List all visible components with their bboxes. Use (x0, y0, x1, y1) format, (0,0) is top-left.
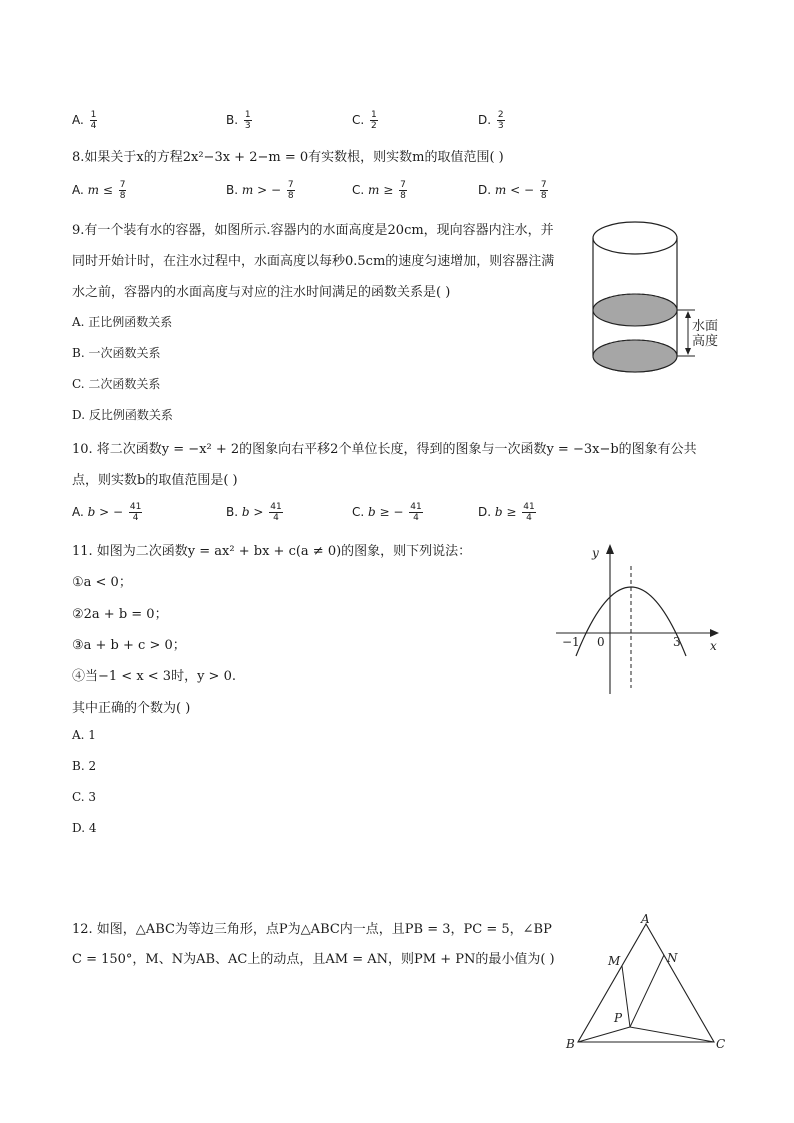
point-n-label: N (667, 951, 678, 965)
q9-option-a[interactable]: A. 正比例函数关系 (72, 315, 173, 329)
q11-stem: 11. 如图为二次函数y = ax² + bx + c(a ≠ 0)的图象，则下列说法： (72, 544, 472, 559)
neg-one-label: −1 (562, 635, 580, 649)
q7-option-c[interactable]: C. $\frac{1}{2}$ (352, 110, 377, 131)
x-axis-label: x (710, 639, 717, 653)
fraction: $\frac{1}{3}$ (244, 110, 251, 131)
three-label: 3 (673, 635, 681, 649)
q7-option-a[interactable]: A. $\frac{1}{4}$ (72, 110, 97, 131)
q9-option-b[interactable]: B. 一次函数关系 (72, 346, 161, 360)
q8-option-c[interactable]: C. m ≥ $\frac{7}{8}$ (352, 180, 406, 201)
q11-statement-3: ③a + b + c > 0； (72, 638, 186, 653)
fraction: $\frac{41}{4}$ (270, 502, 282, 523)
q9-option-c[interactable]: C. 二次函数关系 (72, 377, 161, 391)
fraction: $\frac{41}{4}$ (410, 502, 422, 523)
q9-line-1: 9.有一个装有水的容器，如图所示.容器内的水面高度是20cm，现向容器内注水，并 (72, 223, 554, 238)
q10-option-b[interactable]: B. b > $\frac{41}{4}$ (226, 502, 282, 523)
fraction: $\frac{1}{4}$ (90, 110, 97, 131)
parabola-graph (552, 538, 727, 700)
q11-statement-1: ①a < 0； (72, 575, 132, 590)
point-m-label: M (608, 954, 621, 968)
q9-option-d[interactable]: D. 反比例函数关系 (72, 408, 173, 422)
q10-option-d[interactable]: D. b ≥ $\frac{41}{4}$ (478, 502, 535, 523)
q10-option-a[interactable]: A. b > − $\frac{41}{4}$ (72, 502, 142, 523)
y-axis-label: y (592, 546, 599, 560)
q8-option-d[interactable]: D. m < − $\frac{7}{8}$ (478, 180, 547, 201)
q11-question: 其中正确的个数为( ) (72, 701, 191, 716)
vertex-b-label: B (566, 1037, 575, 1051)
fraction: $\frac{2}{3}$ (497, 110, 504, 131)
q12-line-1: 12. 如图，△ABC为等边三角形，点P为△ABC内一点，且PB = 3，PC = 5，∠BP (72, 922, 552, 937)
triangle-figure (560, 910, 730, 1055)
q9-line-3: 水之前，容器内的水面高度与对应的注水时间满足的函数关系是( ) (72, 285, 451, 300)
q11-option-b[interactable]: B. 2 (72, 759, 97, 773)
q10-option-c[interactable]: C. b ≥ − $\frac{41}{4}$ (352, 502, 422, 523)
q10-line-2: 点，则实数b的取值范围是( ) (72, 473, 238, 488)
fraction: $\frac{7}{8}$ (119, 180, 126, 201)
fraction: $\frac{7}{8}$ (400, 180, 406, 201)
q8-option-a[interactable]: A. m ≤ $\frac{7}{8}$ (72, 180, 126, 201)
vertex-a-label: A (641, 912, 650, 926)
point-p-label: P (614, 1011, 623, 1025)
q9-line-2: 同时开始计时，在注水过程中，水面高度以每秒0.5cm的速度匀速增加，则容器注满 (72, 254, 555, 269)
fraction: $\frac{7}{8}$ (287, 180, 294, 201)
water-label-1: 水面 (692, 319, 719, 334)
q11-option-d[interactable]: D. 4 (72, 821, 97, 835)
q11-option-c[interactable]: C. 3 (72, 790, 97, 804)
vertex-c-label: C (716, 1037, 726, 1051)
q11-statement-2: ②2a + b = 0； (72, 607, 168, 622)
q7-option-d[interactable]: D. $\frac{2}{3}$ (478, 110, 504, 131)
q8-option-b[interactable]: B. m > − $\frac{7}{8}$ (226, 180, 294, 201)
fraction: $\frac{41}{4}$ (523, 502, 535, 523)
q8-stem: 8.如果关于x的方程2x²−3x + 2−m = 0有实数根，则实数m的取值范围( ) (72, 150, 504, 165)
fraction: $\frac{41}{4}$ (129, 502, 142, 523)
q11-option-a[interactable]: A. 1 (72, 728, 96, 742)
q7-option-b[interactable]: B. $\frac{1}{3}$ (226, 110, 251, 131)
origin-label: 0 (597, 635, 605, 649)
q12-line-2: C = 150°，M、N为AB、AC上的动点，且AM = AN，则PM + PN的最小值为( ) (72, 952, 555, 967)
q11-statement-4: ④当−1 < x < 3时，y > 0. (72, 669, 236, 684)
q10-line-1: 10. 将二次函数y = −x² + 2的图象向右平移2个单位长度，得到的图象与一次函数y = −3x−b的图象有公共 (72, 442, 697, 457)
fraction: $\frac{7}{8}$ (540, 180, 547, 201)
fraction: $\frac{1}{2}$ (371, 110, 377, 131)
water-label-2: 高度 (692, 334, 719, 349)
cylinder-figure (585, 218, 735, 378)
